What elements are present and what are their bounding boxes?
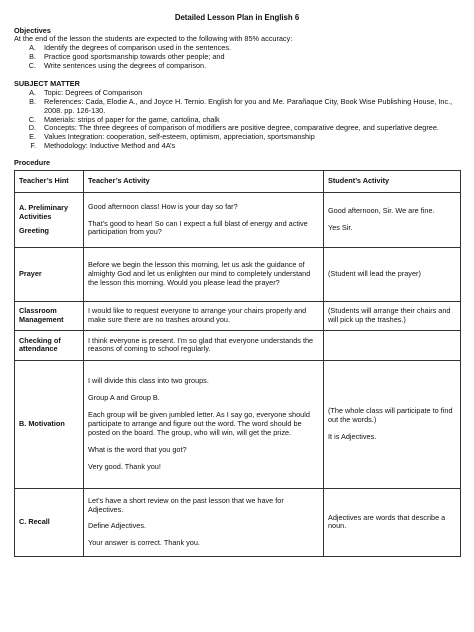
teacher-text: Each group will be given jumbled letter. As I say go, everyone should participate to arrange and figure out the word. The word should be posted on the board. The group, who will win, will get the prize. — [88, 410, 310, 437]
student-text: It is Adjectives. — [328, 431, 377, 441]
column-header-hint: Teacher’s Hint — [15, 170, 84, 192]
table-row — [15, 488, 461, 556]
list-letter: B. — [29, 52, 36, 62]
hint-text: A. Preliminary Activities — [19, 203, 69, 222]
subject-matter-list — [14, 89, 460, 151]
teacher-hint-cell — [15, 247, 84, 301]
objectives-intro: At the end of the lesson the students are expected to the following with 85% accuracy: — [14, 34, 293, 44]
teacher-activity-cell — [84, 330, 324, 360]
teacher-hint-cell — [15, 192, 84, 247]
list-letter: A. — [29, 43, 36, 53]
list-letter: A. — [29, 87, 36, 97]
teacher-hint-cell — [15, 360, 84, 488]
table-row — [15, 330, 461, 360]
student-text: (Students will arrange their chairs and will pick up the trashes.) — [328, 306, 451, 324]
table-row — [15, 360, 461, 488]
list-letter: D. — [28, 123, 36, 133]
list-item — [14, 142, 460, 151]
list-text: Practice good sportsmanship towards other people; and — [44, 52, 225, 62]
subject-matter-heading: SUBJECT MATTER — [14, 78, 80, 88]
teacher-text: I think everyone is present. I’m so glad that everyone understands the reasons of coming to school regularly. — [88, 335, 314, 354]
procedure-table — [14, 170, 461, 557]
teacher-text: I would like to request everyone to arrange your chairs properly and make sure there are no trashes around you. — [88, 306, 307, 324]
teacher-activity-cell — [84, 247, 324, 301]
teacher-text: I will divide this class into two groups. — [88, 376, 209, 386]
student-text: Adjectives are words that describe a noun. — [328, 512, 446, 531]
teacher-text: Your answer is correct. Thank you. — [88, 538, 200, 548]
table-row — [15, 301, 461, 330]
list-text: Methodology: Inductive Method and 4A’s — [44, 141, 176, 151]
list-letter: E. — [29, 132, 36, 142]
list-item — [14, 62, 460, 71]
teacher-activity-cell — [84, 301, 324, 330]
list-text: Concepts: The three degrees of comparison of modifiers are positive degree, comparative degree, and superlative degree. — [44, 123, 439, 133]
list-text: Topic: Degrees of Comparison — [44, 87, 143, 97]
hint-text: B. Motivation — [19, 419, 65, 429]
lesson-plan-document — [14, 13, 460, 557]
teacher-hint-cell — [15, 488, 84, 556]
table-row — [15, 247, 461, 301]
list-letter: C. — [28, 61, 36, 71]
procedure-heading: Procedure — [14, 158, 51, 168]
student-text: (The whole class will participate to find out the words.) — [328, 406, 453, 425]
teacher-hint-cell — [15, 330, 84, 360]
list-letter: C. — [28, 114, 36, 124]
list-text: Identify the degrees of comparison used in the sentences. — [44, 43, 231, 53]
list-text: References: Cada, Elodie A., and Joyce H. Ternio. English for you and Me. Parañaque City, Book Wise Publishing House, Inc., 2008. pp. 126-130. — [44, 96, 453, 115]
teacher-text: Before we begin the lesson this morning, let us ask the guidance of almighty God and let us enlighten our mind to completely understand the lesson this morning. Would you please lead the prayer? — [88, 260, 311, 287]
hint-text: Prayer — [19, 269, 42, 279]
student-activity-cell — [324, 301, 461, 330]
hint-text: Checking of attendance — [19, 335, 61, 354]
table-header-row — [15, 170, 461, 192]
objectives-heading: Objectives — [14, 25, 51, 35]
teacher-activity-cell — [84, 488, 324, 556]
teacher-text: Group A and Group B. — [88, 393, 160, 403]
hint-text: Classroom Management — [19, 306, 64, 324]
list-text: Write sentences using the degrees of comparison. — [44, 61, 207, 71]
teacher-text: That’s good to hear! So can I expect a full blast of energy and active participation from you? — [88, 218, 308, 237]
column-header-teacher: Teacher’s Activity — [84, 170, 324, 192]
student-activity-cell — [324, 360, 461, 488]
hint-text: C. Recall — [19, 517, 50, 527]
list-text: Values Integration: cooperation, self-esteem, optimism, appreciation, sportsmanship — [44, 132, 315, 142]
student-activity-cell — [324, 330, 461, 360]
column-header-student: Student’s Activity — [324, 170, 461, 192]
teacher-activity-cell — [84, 360, 324, 488]
teacher-text: What is the word that you got? — [88, 444, 187, 454]
document-title: Detailed Lesson Plan in English 6 — [174, 13, 300, 22]
teacher-text: Let’s have a short review on the past lesson that we have for Adjectives. — [88, 495, 284, 514]
teacher-text: Very good. Thank you! — [88, 461, 161, 471]
list-letter: B. — [29, 96, 36, 106]
list-letter: F. — [30, 141, 36, 151]
list-text: Materials: strips of paper for the game, cartolina, chalk — [44, 114, 220, 124]
list-item — [14, 98, 460, 116]
objectives-list — [14, 44, 460, 71]
student-activity-cell — [324, 488, 461, 556]
student-activity-cell — [324, 247, 461, 301]
teacher-text: Define Adjectives. — [88, 521, 147, 531]
teacher-text: Good afternoon class! How is your day so far? — [88, 201, 238, 211]
student-text: Yes Sir. — [328, 222, 353, 232]
student-text: (Student will lead the prayer) — [328, 269, 421, 279]
student-text: Good afternoon, Sir. We are fine. — [328, 206, 435, 216]
student-activity-cell — [324, 192, 461, 247]
table-row — [15, 192, 461, 247]
hint-text: Greeting — [19, 225, 50, 235]
teacher-activity-cell — [84, 192, 324, 247]
teacher-hint-cell — [15, 301, 84, 330]
